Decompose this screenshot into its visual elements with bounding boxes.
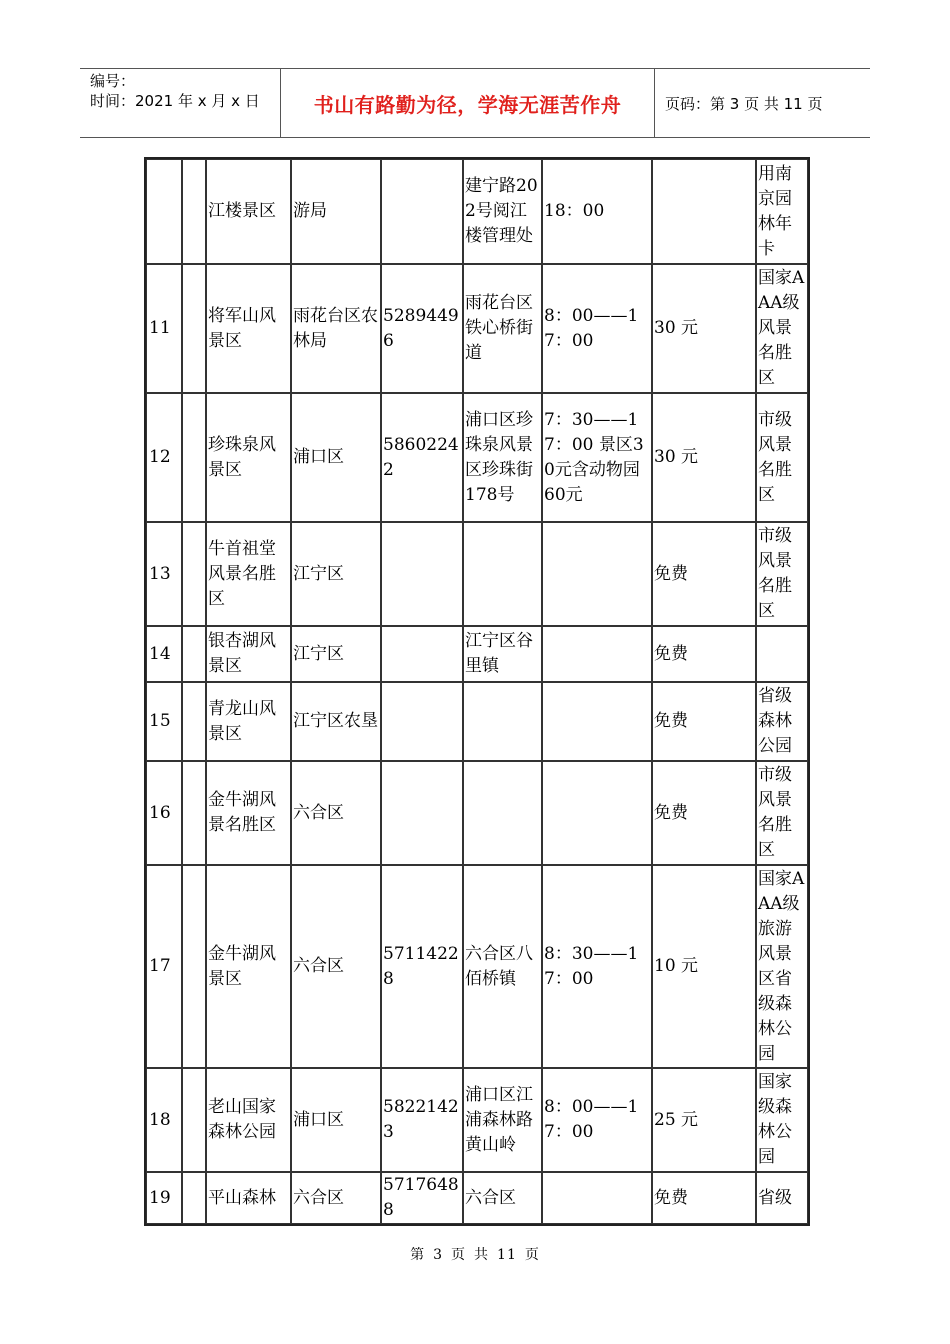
- footer-total-unit: 页: [524, 1247, 540, 1263]
- cell-phone: 58602242: [381, 393, 463, 522]
- cell-department: 浦口区: [291, 393, 381, 522]
- cell-name: 珍珠泉风景区: [206, 393, 291, 522]
- header-page-cell: [655, 69, 870, 137]
- cell-price: 30 元: [652, 393, 756, 522]
- cell-note: 国家级森林公园: [756, 1068, 808, 1172]
- cell-name: 牛首祖堂风景名胜区: [206, 522, 291, 626]
- cell-hours: 8：00——17：00: [542, 1068, 652, 1172]
- page-info: 页码：第 3 页 共 11 页: [665, 94, 823, 113]
- cell-price: 免费: [652, 1172, 756, 1224]
- footer-total-num: 11: [497, 1247, 517, 1263]
- cell-phone: 57114228: [381, 865, 463, 1068]
- cell-phone: [381, 626, 463, 682]
- cell-address: 雨花台区铁心桥街道: [463, 264, 542, 393]
- cell-address: 六合区八佰桥镇: [463, 865, 542, 1068]
- cell-note: 市级风景名胜区: [756, 393, 808, 522]
- cell-name: 老山国家森林公园: [206, 1068, 291, 1172]
- cell-price: [652, 159, 756, 264]
- cell-phone: 52894496: [381, 264, 463, 393]
- table-row: [146, 522, 808, 626]
- cell-address: 建宁路202号阅江楼管理处: [463, 159, 542, 264]
- cell-gap: [182, 264, 206, 393]
- cell-gap: [182, 761, 206, 865]
- footer-total-word: 共: [474, 1247, 490, 1263]
- table-row: [146, 393, 808, 522]
- cell-name: 江楼景区: [206, 159, 291, 264]
- table-row: [146, 1068, 808, 1172]
- cell-note: 省级森林公园: [756, 682, 808, 761]
- table-row: [146, 1172, 808, 1224]
- cell-hours: [542, 522, 652, 626]
- cell-price: 免费: [652, 682, 756, 761]
- document-header: [80, 68, 870, 138]
- table-row: [146, 626, 808, 682]
- footer-page-word: 第: [410, 1247, 426, 1263]
- page-footer: [0, 1244, 950, 1264]
- cell-name: 金牛湖风景名胜区: [206, 761, 291, 865]
- cell-phone: 57176488: [381, 1172, 463, 1224]
- cell-gap: [182, 393, 206, 522]
- cell-number: 13: [146, 522, 182, 626]
- cell-price: 免费: [652, 761, 756, 865]
- header-meta: [80, 69, 281, 137]
- cell-note: 市级风景名胜区: [756, 522, 808, 626]
- cell-address: [463, 522, 542, 626]
- cell-name: 银杏湖风景区: [206, 626, 291, 682]
- cell-note: 国家AAA级旅游风景区省级森林公园: [756, 865, 808, 1068]
- cell-address: 江宁区谷里镇: [463, 626, 542, 682]
- cell-department: 浦口区: [291, 1068, 381, 1172]
- cell-address: 浦口区珍珠泉风景区珍珠街178号: [463, 393, 542, 522]
- cell-hours: 18：00: [542, 159, 652, 264]
- cell-department: 六合区: [291, 1172, 381, 1224]
- cell-note: 省级: [756, 1172, 808, 1224]
- cell-hours: [542, 761, 652, 865]
- motto: 书山有路勤为径，学海无涯苦作舟: [313, 92, 622, 117]
- cell-name: 平山森林: [206, 1172, 291, 1224]
- header-motto-cell: [281, 69, 655, 137]
- table-row: [146, 682, 808, 761]
- cell-note: [756, 626, 808, 682]
- cell-hours: [542, 626, 652, 682]
- cell-note: 国家AAA级风景名胜区: [756, 264, 808, 393]
- cell-address: 六合区: [463, 1172, 542, 1224]
- cell-address: 浦口区江浦森林路黄山岭: [463, 1068, 542, 1172]
- cell-address: [463, 682, 542, 761]
- cell-gap: [182, 626, 206, 682]
- cell-phone: [381, 761, 463, 865]
- footer-page-num: 3: [433, 1247, 444, 1263]
- cell-hours: 8：00——17：00: [542, 264, 652, 393]
- cell-number: 19: [146, 1172, 182, 1224]
- cell-number: 12: [146, 393, 182, 522]
- table-row: [146, 159, 808, 264]
- scenic-spots-table: [144, 157, 810, 1226]
- cell-gap: [182, 682, 206, 761]
- cell-hours: [542, 682, 652, 761]
- cell-number: 15: [146, 682, 182, 761]
- cell-hours: 7：30——17：00 景区30元含动物园 60元: [542, 393, 652, 522]
- cell-department: 游局: [291, 159, 381, 264]
- cell-price: 免费: [652, 522, 756, 626]
- cell-gap: [182, 1068, 206, 1172]
- cell-department: 六合区: [291, 865, 381, 1068]
- cell-hours: [542, 1172, 652, 1224]
- cell-number: 17: [146, 865, 182, 1068]
- table-body: [146, 159, 808, 1224]
- cell-gap: [182, 159, 206, 264]
- cell-address: [463, 761, 542, 865]
- cell-department: 江宁区: [291, 522, 381, 626]
- cell-gap: [182, 1172, 206, 1224]
- cell-department: 江宁区农垦: [291, 682, 381, 761]
- cell-name: 青龙山风景区: [206, 682, 291, 761]
- cell-number: 14: [146, 626, 182, 682]
- cell-hours: 8：30——17：00: [542, 865, 652, 1068]
- table-row: [146, 865, 808, 1068]
- time-label: 时间：2021 年 x 月 x 日: [90, 92, 260, 110]
- cell-department: 雨花台区农林局: [291, 264, 381, 393]
- cell-gap: [182, 522, 206, 626]
- cell-number: [146, 159, 182, 264]
- cell-price: 免费: [652, 626, 756, 682]
- cell-price: 25 元: [652, 1068, 756, 1172]
- cell-name: 将军山风景区: [206, 264, 291, 393]
- cell-note: 用南京园林年卡: [756, 159, 808, 264]
- cell-number: 18: [146, 1068, 182, 1172]
- cell-number: 16: [146, 761, 182, 865]
- cell-gap: [182, 865, 206, 1068]
- table-row: [146, 761, 808, 865]
- scenic-table-wrapper: [144, 157, 810, 1226]
- cell-phone: [381, 682, 463, 761]
- cell-department: 六合区: [291, 761, 381, 865]
- cell-phone: 58221423: [381, 1068, 463, 1172]
- cell-price: 30 元: [652, 264, 756, 393]
- cell-price: 10 元: [652, 865, 756, 1068]
- table-row: [146, 264, 808, 393]
- number-label: 编号：: [90, 72, 136, 90]
- cell-phone: [381, 522, 463, 626]
- cell-phone: [381, 159, 463, 264]
- cell-department: 江宁区: [291, 626, 381, 682]
- cell-note: 市级风景名胜区: [756, 761, 808, 865]
- cell-name: 金牛湖风景区: [206, 865, 291, 1068]
- footer-page-unit: 页: [451, 1247, 467, 1263]
- cell-number: 11: [146, 264, 182, 393]
